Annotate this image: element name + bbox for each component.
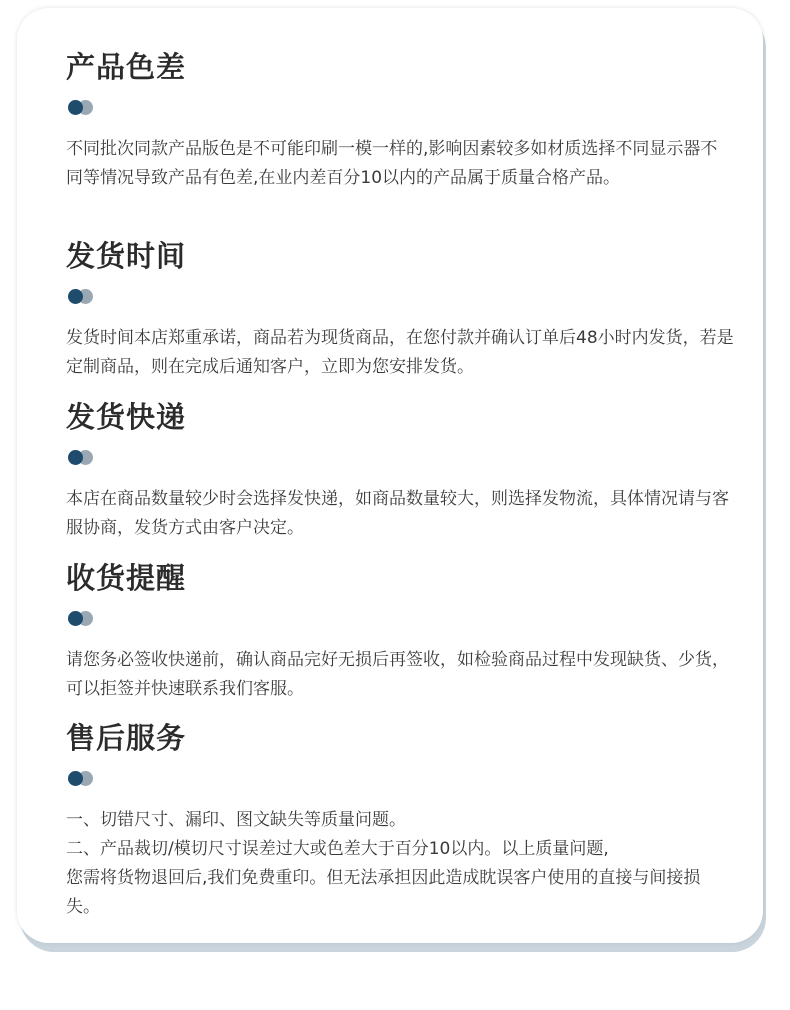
bullet-dots-icon: [68, 611, 734, 627]
body-paragraph: 本店在商品数量较少时会选择发快递，如商品数量较大，则选择发物流，具体情况请与客服协商，发货方式由客户决定。: [66, 489, 729, 538]
dark-dot-icon: [68, 100, 83, 115]
body-paragraph: 发货时间本店郑重承诺，商品若为现货商品，在您付款并确认订单后48小时内发货，若是定制商品，则在完成后通知客户，立即为您安排发货。: [66, 328, 734, 377]
body-paragraph: 请您务必签收快递前，确认商品完好无损后再签收，如检验商品过程中发现缺货、少货，可以拒签并快速联系我们客服。: [66, 650, 729, 699]
body-paragraph: 一、切错尺寸、漏印、图文缺失等质量问题。: [66, 810, 406, 830]
section-title: 收货提醒: [66, 561, 187, 595]
section-body: [66, 135, 734, 193]
bullet-dots-icon: [68, 450, 734, 466]
section-after-sales: [66, 718, 734, 922]
section-title: 产品色差: [66, 50, 187, 84]
bullet-dots-icon: [68, 100, 734, 116]
body-paragraph: 您需将货物退回后,我们免费重印。但无法承担因此造成眈误客户使用的直接与间接损失。: [66, 868, 701, 917]
bullet-dots-icon: [68, 771, 734, 787]
dark-dot-icon: [68, 611, 83, 626]
dark-dot-icon: [68, 450, 83, 465]
section-body: [66, 646, 734, 704]
body-paragraph: 不同批次同款产品版色是不可能印刷一模一样的,影响因素较多如材质选择不同显示器不同等情况导致产品有色差,在业内差百分10以内的产品属于质量合格产品。: [66, 139, 718, 188]
section-receipt-reminder: [66, 558, 734, 704]
dark-dot-icon: [68, 771, 83, 786]
section-color-difference: [66, 47, 734, 193]
section-title: 售后服务: [66, 721, 187, 755]
section-body: [66, 485, 734, 543]
section-body: [66, 324, 734, 382]
section-shipping-time: [66, 236, 734, 382]
bullet-dots-icon: [68, 289, 734, 305]
section-courier: [66, 397, 734, 543]
section-title: 发货快递: [66, 400, 187, 434]
body-paragraph: 二、产品裁切/模切尺寸误差过大或色差大于百分10以内。以上质量问题,: [66, 839, 609, 859]
section-title: 发货时间: [66, 239, 187, 273]
section-body: [66, 806, 734, 922]
dark-dot-icon: [68, 289, 83, 304]
